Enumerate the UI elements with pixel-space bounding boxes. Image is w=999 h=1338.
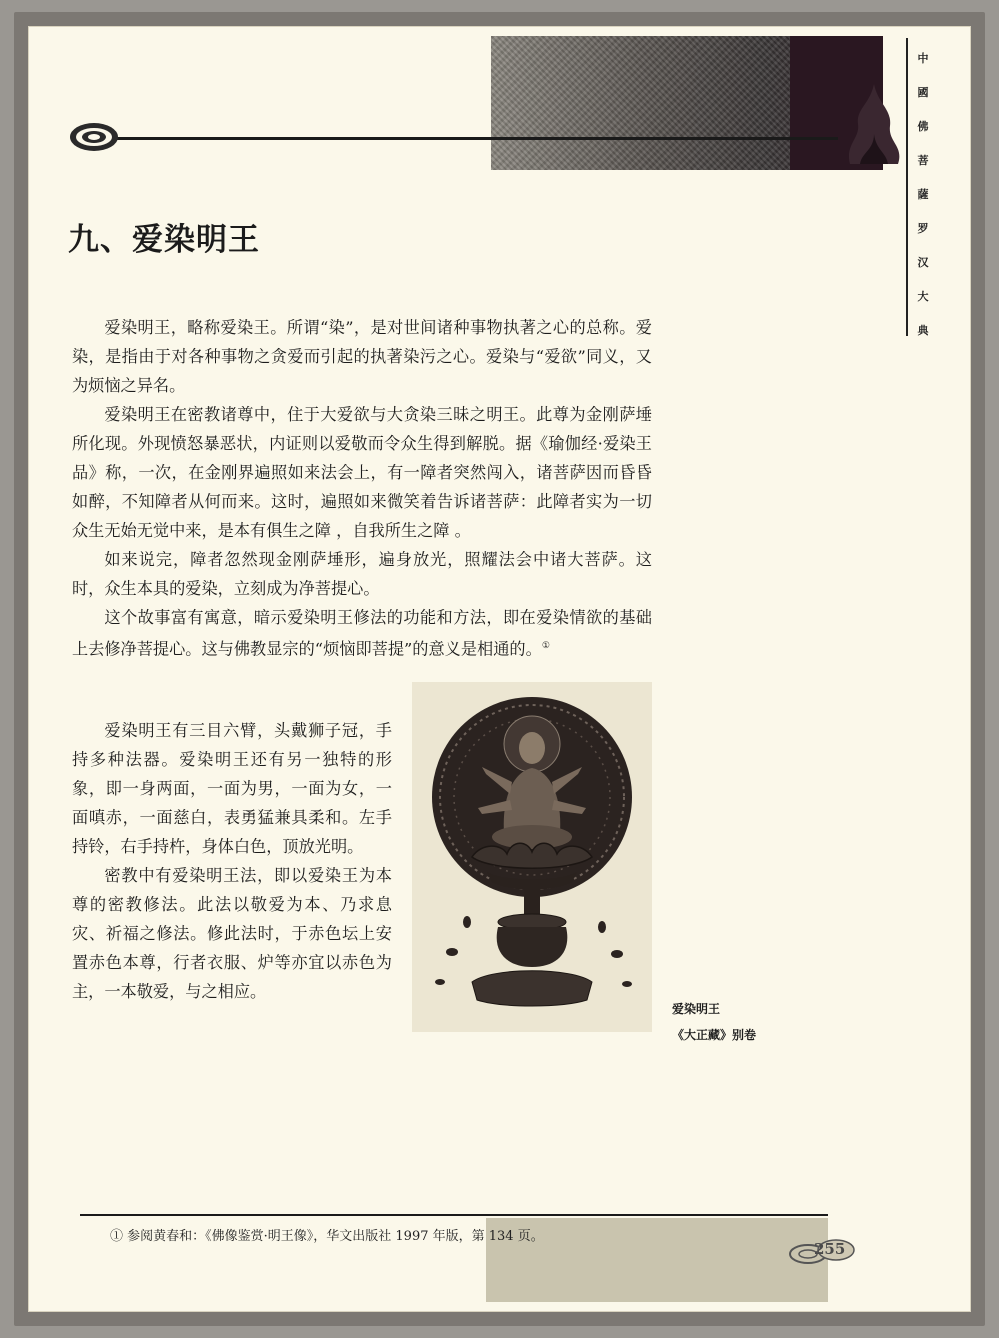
body-text [72, 313, 652, 663]
footnote-ref[interactable]: ① [541, 641, 550, 651]
series-char: 典 [917, 324, 929, 337]
series-char: 佛 [917, 120, 929, 133]
series-char: 汉 [917, 256, 929, 269]
figure-caption [672, 996, 756, 1048]
series-char: 菩 [917, 154, 929, 167]
header-rule [72, 137, 838, 140]
footnote: ① 参阅黄春和：《佛像鉴赏·明王像》，华文出版社 1997 年版，第 134 页。 [110, 1229, 544, 1244]
series-char: 罗 [917, 222, 929, 235]
series-title [913, 42, 933, 348]
paragraph-text: 这个故事富有寓意，暗示爱染明王修法的功能和方法，即在爱染情欲的基础上去修净菩提心。这与佛教显宗的“烦恼即菩提”的意义是相通的。 [72, 608, 652, 659]
paragraph: 爱染明王在密教诸尊中，住于大爱欲与大贪染三昧之明王。此尊为金刚萨埵所化现。外现愤怒暴恶状，内证则以爱敬而令众生得到解脱。据《瑜伽经·爱染王品》称，一次，在金刚界遍照如来法会上，有一障者突然闯入，诸菩萨因而昏昏如醉，不知障者从何而来。这时，遍照如来微笑着告诉诸菩萨：此障者实为一切众生无始无觉中来，是本有俱生之障 ，自我所生之障 。 [72, 405, 652, 540]
series-char: 中 [917, 52, 929, 65]
mountain-ornament-icon [840, 64, 908, 174]
paragraph: 如来说完，障者忽然现金刚萨埵形，遍身放光，照耀法会中诸大菩萨。这时，众生本具的爱染，立刻成为净菩提心。 [72, 550, 652, 598]
paragraph: 爱染明王，略称爱染王。所谓“染”，是对世间诸种事物执著之心的总称。爱染，是指由于对各种事物之贪爱而引起的执著染污之心。爱染与“爱欲”同义，又为烦恼之异名。 [72, 318, 652, 395]
series-char: 薩 [917, 188, 929, 201]
footer-rule [80, 1214, 828, 1216]
paragraph [72, 603, 652, 663]
series-char: 大 [917, 290, 929, 303]
paragraph: 爱染明王有三目六臂，头戴狮子冠，手持多种法器。爱染明王还有另一独特的形象，即一身两面，一面为男，一面为女，一面嗔赤，一面慈白，表勇猛兼具柔和。左手持铃，右手持杵，身体白色，顶放光明。 [72, 721, 392, 856]
section-title: 九、爱染明王 [68, 222, 260, 258]
cloud-ornament-icon [68, 118, 120, 156]
series-divider [906, 38, 908, 336]
body-text-narrow [72, 716, 392, 1006]
page [28, 26, 971, 1312]
page-number: 255 [814, 1240, 846, 1258]
aizen-myoo-illustration [412, 682, 652, 1032]
paragraph: 密教中有爱染明王法，即以爱染王为本尊的密教修法。此法以敬爱为本、乃求息灾、祈福之修法。修此法时，于赤色坛上安置赤色本尊，行者衣服、炉等亦宜以赤色为主，一本敬爱，与之相应。 [72, 866, 392, 1001]
series-char: 國 [917, 86, 929, 99]
caption-source: 《大正藏》别卷 [672, 1028, 757, 1042]
caption-title: 爱染明王 [672, 1002, 721, 1016]
